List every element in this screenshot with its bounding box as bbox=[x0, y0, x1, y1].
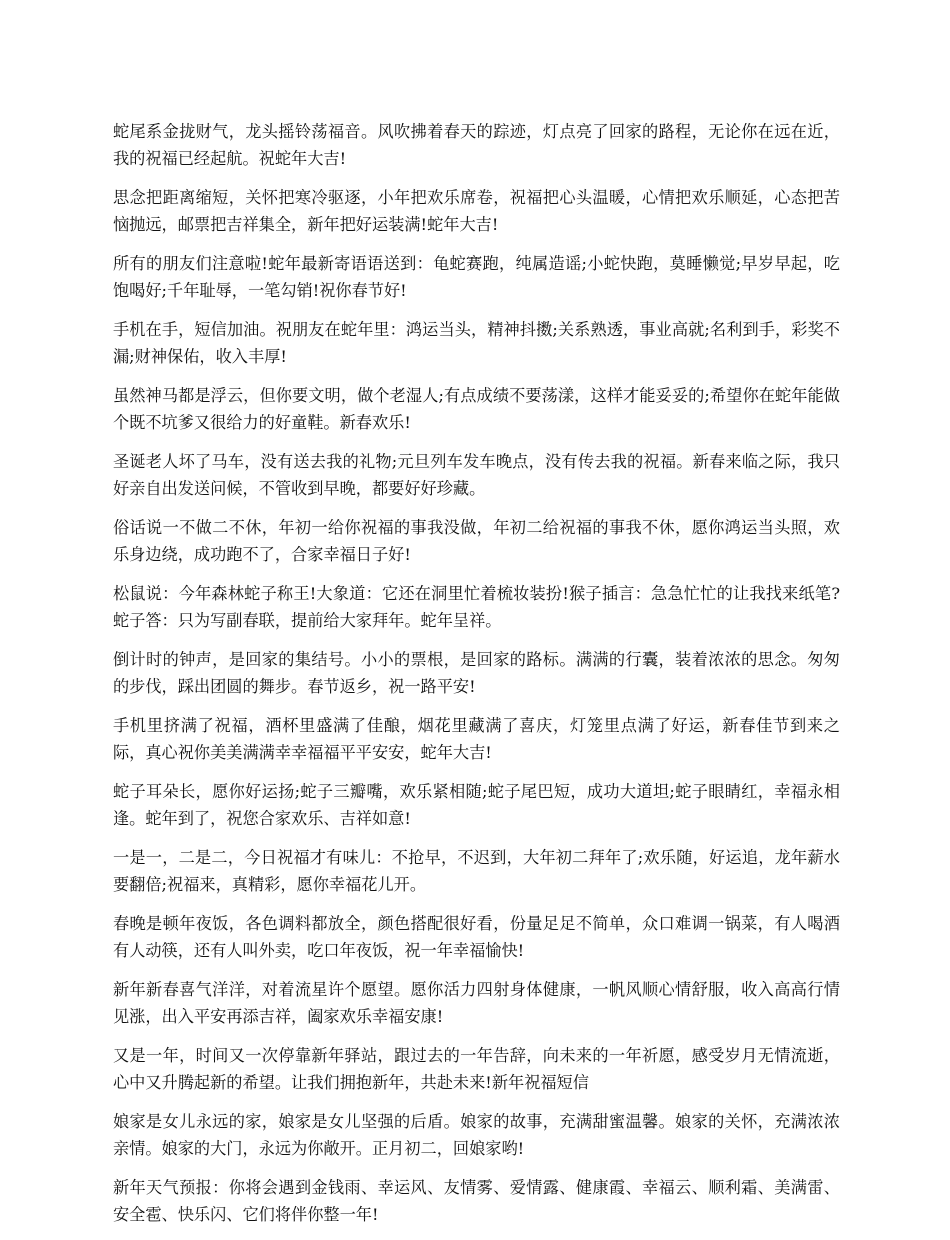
document-body bbox=[113, 118, 840, 1240]
paragraph-12: 一是一，二是二，今日祝福才有味儿：不抢早，不迟到，大年初二拜年了;欢乐随，好运追，龙年薪水要翻倍;祝福来，真精彩，愿你幸福花儿开。 bbox=[113, 848, 840, 894]
paragraph-5: 虽然神马都是浮云，但你要文明，做个老湿人;有点成绩不要荡漾，这样才能妥妥的;希望你在蛇年能做个既不坑爹又很给力的好童鞋。新春欢乐! bbox=[113, 386, 840, 432]
paragraph-9: 倒计时的钟声，是回家的集结号。小小的票根，是回家的路标。满满的行囊，装着浓浓的思念。匆匆的步伐，踩出团圆的舞步。春节返乡，祝一路平安! bbox=[113, 650, 840, 696]
paragraph-4: 手机在手，短信加油。祝朋友在蛇年里：鸿运当头，精神抖擞;关系熟透，事业高就;名利到手，彩奖不漏;财神保佑，收入丰厚! bbox=[113, 320, 840, 366]
paragraph-11: 蛇子耳朵长，愿你好运扬;蛇子三瓣嘴，欢乐紧相随;蛇子尾巴短，成功大道坦;蛇子眼睛红，幸福永相逢。蛇年到了，祝您合家欢乐、吉祥如意! bbox=[113, 782, 840, 828]
paragraph-10: 手机里挤满了祝福，酒杯里盛满了佳酿，烟花里藏满了喜庆，灯笼里点满了好运，新春佳节到来之际，真心祝你美美满满幸幸福福平平安安，蛇年大吉! bbox=[113, 716, 840, 762]
paragraph-1: 蛇尾系金拢财气，龙头摇铃荡福音。风吹拂着春天的踪迹，灯点亮了回家的路程，无论你在远在近，我的祝福已经起航。祝蛇年大吉! bbox=[113, 122, 840, 168]
paragraph-8: 松鼠说：今年森林蛇子称王!大象道：它还在洞里忙着梳妆装扮!猴子插言：急急忙忙的让我找来纸笔?蛇子答：只为写副春联，提前给大家拜年。蛇年呈祥。 bbox=[113, 584, 840, 630]
paragraph-3: 所有的朋友们注意啦!蛇年最新寄语语送到：龟蛇赛跑，纯属造谣;小蛇快跑，莫睡懒觉;早岁早起，吃饱喝好;千年耻辱，一笔勾销!祝你春节好! bbox=[113, 254, 840, 300]
paragraph-17: 新年天气预报：你将会遇到金钱雨、幸运风、友情雾、爱情露、健康霞、幸福云、顺利霜、美满雷、安全雹、快乐闪、它们将伴你整一年! bbox=[113, 1178, 840, 1224]
paragraph-7: 俗话说一不做二不休，年初一给你祝福的事我没做，年初二给祝福的事我不休，愿你鸿运当头照，欢乐身边绕，成功跑不了，合家幸福日子好! bbox=[113, 518, 840, 564]
paragraph-13: 春晚是顿年夜饭，各色调料都放全，颜色搭配很好看，份量足足不简单，众口难调一锅菜，有人喝酒有人动筷，还有人叫外卖，吃口年夜饭，祝一年幸福愉快! bbox=[113, 914, 840, 960]
paragraph-15: 又是一年，时间又一次停靠新年驿站，跟过去的一年告辞，向未来的一年祈愿，感受岁月无情流逝，心中又升腾起新的希望。让我们拥抱新年，共赴未来!新年祝福短信 bbox=[113, 1046, 840, 1092]
paragraph-14: 新年新春喜气洋洋，对着流星许个愿望。愿你活力四射身体健康，一帆风顺心情舒服，收入高高行情见涨，出入平安再添吉祥，阖家欢乐幸福安康! bbox=[113, 980, 840, 1026]
paragraph-2: 思念把距离缩短，关怀把寒冷驱逐，小年把欢乐席卷，祝福把心头温暖，心情把欢乐顺延，心态把苦恼抛远，邮票把吉祥集全，新年把好运装满!蛇年大吉! bbox=[113, 188, 840, 234]
paragraph-16: 娘家是女儿永远的家，娘家是女儿坚强的后盾。娘家的故事，充满甜蜜温馨。娘家的关怀，充满浓浓亲情。娘家的大门，永远为你敞开。正月初二，回娘家哟! bbox=[113, 1112, 840, 1158]
paragraph-6: 圣诞老人坏了马车，没有送去我的礼物;元旦列车发车晚点，没有传去我的祝福。新春来临之际，我只好亲自出发送问候，不管收到早晚，都要好好珍藏。 bbox=[113, 452, 840, 498]
